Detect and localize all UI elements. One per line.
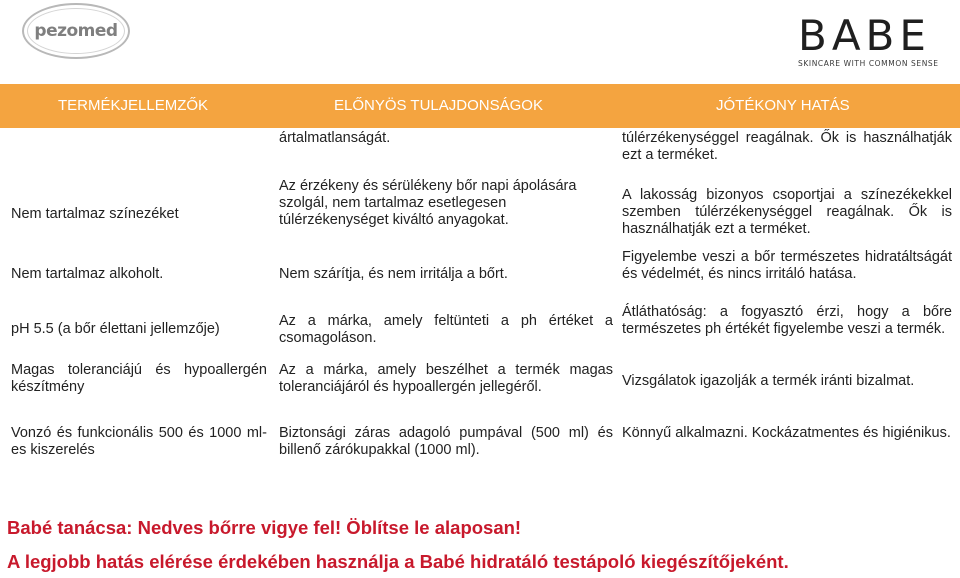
pezomed-logo-text: pezomed xyxy=(34,21,118,41)
row3-benefit: Az a márka, amely feltünteti a ph értéket a csomagoláson. xyxy=(279,313,613,346)
babe-logo-text: BABE xyxy=(798,11,931,60)
header-beneficial-properties: ELŐNYÖS TULAJDONSÁGOK xyxy=(334,97,543,114)
row5-feature: Vonzó és funkcionális 500 és 1000 ml-es kiszerelés xyxy=(11,425,267,458)
pezomed-logo xyxy=(22,3,130,59)
row4-effect: Vizsgálatok igazolják a termék iránti bizalmat. xyxy=(622,373,915,389)
row3-feature: pH 5.5 (a bőr élettani jellemzője) xyxy=(11,321,220,337)
row1-effect: A lakosság bizonyos csoportjai a színezékekkel szemben túlérzékenységgel reagálnak. Ők is használhatják ezt a terméket. xyxy=(622,187,952,237)
babe-tip-line1: Babé tanácsa: Nedves bőrre vigye fel! Öblítse le alaposan! xyxy=(7,517,522,538)
babe-tip-line2: A legjobb hatás elérése érdekében használja a Babé hidratáló testápoló kiegészítőjeként. xyxy=(7,551,789,572)
row2-benefit: Nem szárítja, és nem irritálja a bőrt. xyxy=(279,266,508,282)
row3-effect: Átláthatóság: a fogyasztó érzi, hogy a bőre természetes ph értékét figyelembe veszi a termék. xyxy=(622,304,952,337)
row1-feature: Nem tartalmaz színezéket xyxy=(11,206,179,222)
row2-feature: Nem tartalmaz alkoholt. xyxy=(11,266,164,282)
header-product-features: TERMÉKJELLEMZŐK xyxy=(58,97,209,114)
row4-benefit: Az a márka, amely beszélhet a termék magas toleranciájáról és hypoallergén jellegéről. xyxy=(279,362,613,395)
pezomed-logo-inner xyxy=(27,8,125,54)
header-beneficial-effect: JÓTÉKONY HATÁS xyxy=(716,97,850,114)
row5-benefit: Biztonsági záras adagoló pumpával (500 ml) és billenő zárókupakkal (1000 ml). xyxy=(279,425,613,458)
row2-effect: Figyelembe veszi a bőr természetes hidratáltságát és védelmét, és nincs irritáló hatása. xyxy=(622,249,952,282)
babe-logo xyxy=(798,11,939,68)
row5-effect: Könnyű alkalmazni. Kockázatmentes és higiénikus. xyxy=(622,425,951,441)
row1-benefit: Az érzékeny és sérülékeny bőr napi ápolására szolgál, nem tartalmaz esetlegesen túlérzékenységet kiváltó anyagokat. xyxy=(279,178,577,228)
continuation-col3: túlérzékenységgel reagálnak. Ők is használhatják ezt a terméket. xyxy=(622,130,952,163)
continuation-col2: ártalmatlanságát. xyxy=(279,130,391,146)
row4-feature: Magas toleranciájú és hypoallergén készítmény xyxy=(11,362,267,395)
babe-tagline: SKINCARE WITH COMMON SENSE xyxy=(798,59,939,68)
